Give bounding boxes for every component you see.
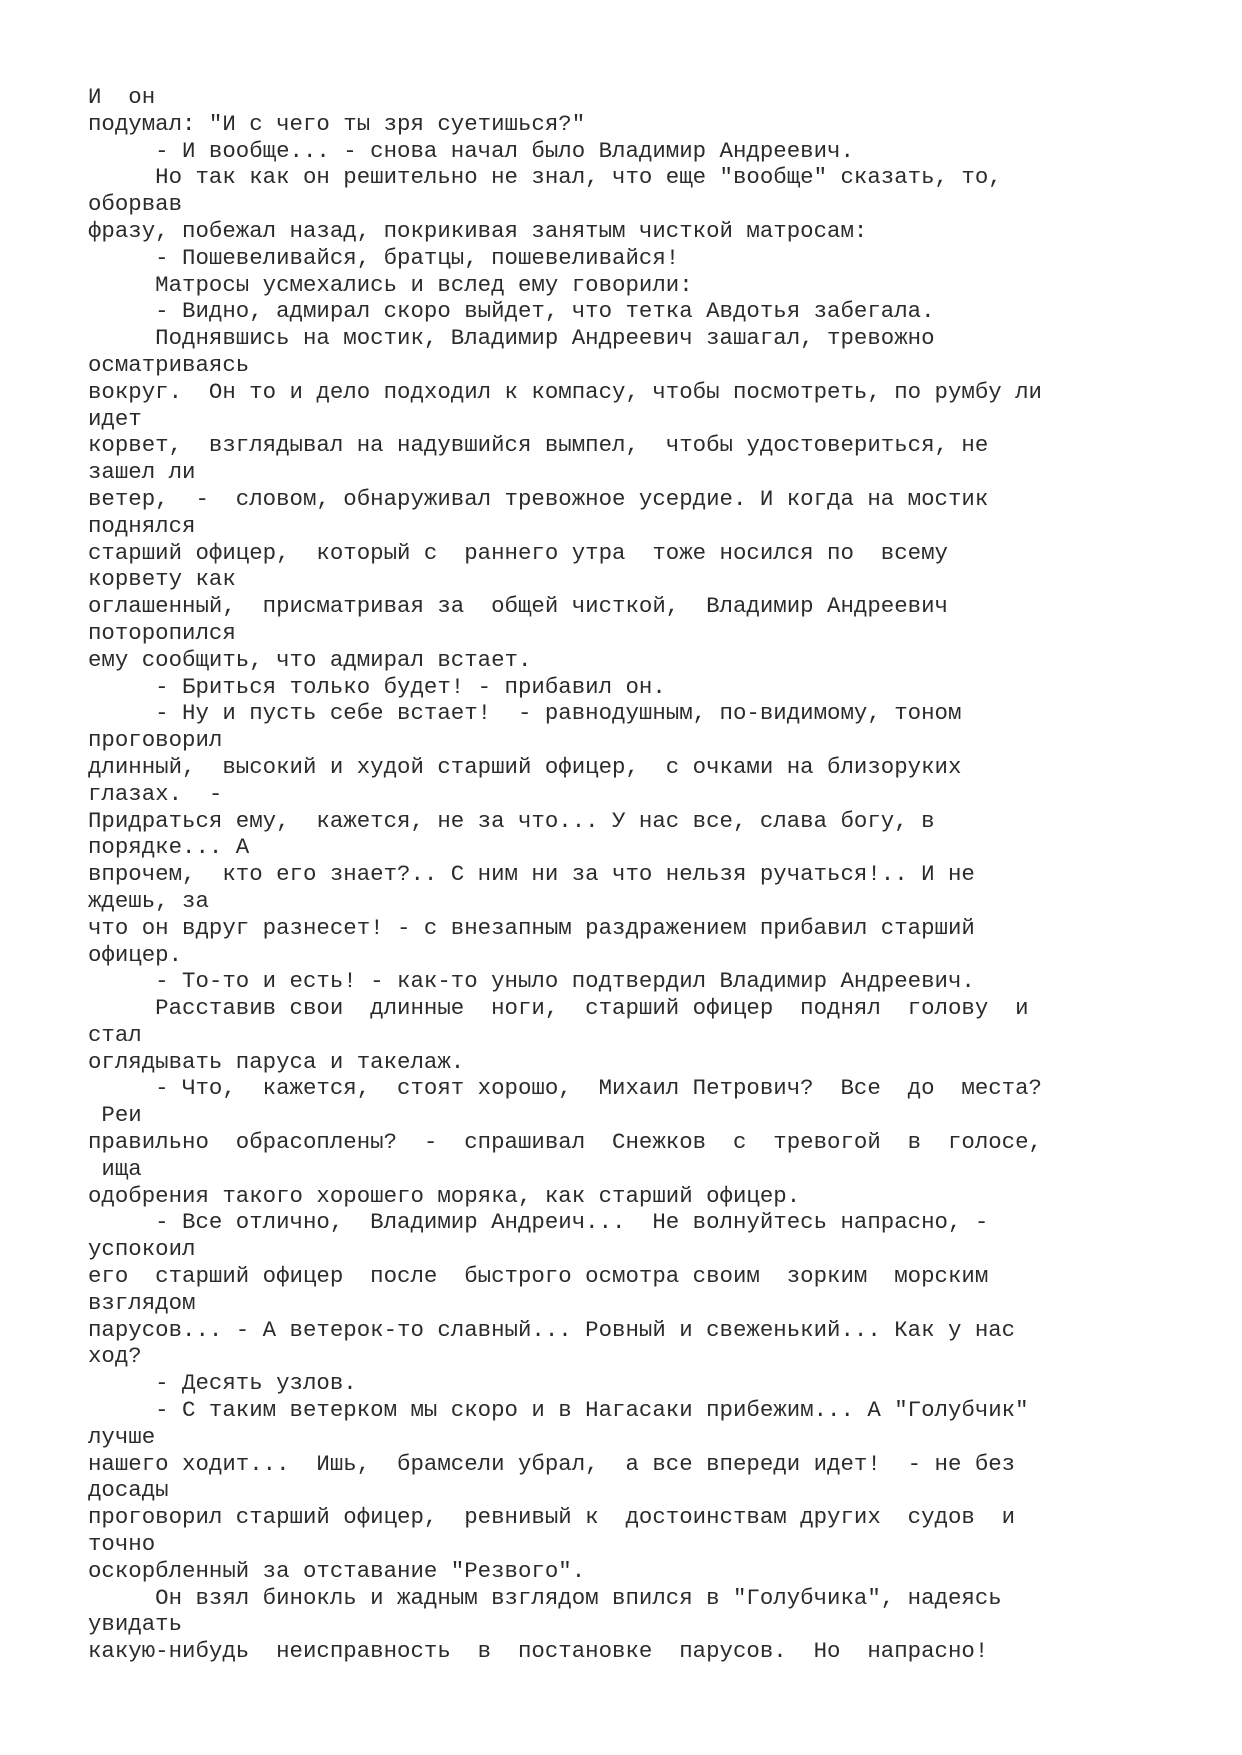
text-line: Реи xyxy=(88,1102,142,1129)
text-line: проговорил старший офицер, ревнивый к достоинствам других судов и xyxy=(88,1504,1016,1531)
text-line: длинный, высокий и худой старший офицер, с очками на близоруких xyxy=(88,753,962,780)
text-line: осматриваясь xyxy=(88,351,250,378)
text-line: ждешь, за xyxy=(88,887,209,914)
text-line: ему сообщить, что адмирал встает. xyxy=(88,646,532,673)
text-line: - Десять узлов. xyxy=(88,1370,357,1397)
text-line: какую-нибудь неисправность в постановке парусов. Но напрасно! xyxy=(88,1638,989,1665)
text-line: И он xyxy=(88,84,156,110)
text-line: - Все отлично, Владимир Андреич... Не волнуйтесь напрасно, - xyxy=(88,1209,989,1236)
text-line: - Что, кажется, стоят хорошо, Михаил Петрович? Все до места? xyxy=(88,1075,1042,1102)
text-line: старший офицер, который с раннего утра тоже носился по всему xyxy=(88,539,948,566)
text-line: стал xyxy=(88,1021,142,1048)
text-line: взглядом xyxy=(88,1289,196,1316)
text-line: нашего ходит... Ишь, брамсели убрал, а все впереди идет! - не без xyxy=(88,1450,1016,1477)
text-line: поднялся xyxy=(88,512,196,539)
text-line: - Видно, адмирал скоро выйдет, что тетка Авдотья забегала. xyxy=(88,298,935,325)
text-line: Расставив свои длинные ноги, старший офицер поднял голову и xyxy=(88,995,1029,1022)
text-line: - Пошевеливайся, братцы, пошевеливайся! xyxy=(88,244,680,271)
text-line: Придраться ему, кажется, не за что... У нас все, слава богу, в xyxy=(88,807,935,834)
text-line: лучше xyxy=(88,1423,156,1450)
text-line: ища xyxy=(88,1155,142,1182)
text-line: поторопился xyxy=(88,619,236,646)
text-line: - Бриться только будет! - прибавил он. xyxy=(88,673,666,700)
text-line: парусов... - А ветерок-то славный... Ровный и свеженький... Как у нас xyxy=(88,1316,1016,1343)
text-line: оглядывать паруса и такелаж. xyxy=(88,1048,465,1075)
text-line: Но так как он решительно не знал, что еще "вообще" сказать, то, xyxy=(88,164,1002,191)
text-line: проговорил xyxy=(88,727,223,754)
text-line: досады xyxy=(88,1477,169,1504)
document-text xyxy=(88,84,1228,1665)
text-line: Поднявшись на мостик, Владимир Андреевич зашагал, тревожно xyxy=(88,325,935,352)
text-line: что он вдруг разнесет! - с внезапным раздражением прибавил старший xyxy=(88,914,975,941)
text-line: идет xyxy=(88,405,142,432)
text-line: ветер, - словом, обнаруживал тревожное усердие. И когда на мостик xyxy=(88,485,989,512)
text-line: - С таким ветерком мы скоро и в Нагасаки прибежим... А "Голубчик" xyxy=(88,1397,1029,1424)
text-line: его старший офицер после быстрого осмотра своим зорким морским xyxy=(88,1263,989,1290)
text-line: Он взял бинокль и жадным взглядом впился в "Голубчика", надеясь xyxy=(88,1584,1002,1611)
text-line: зашел ли xyxy=(88,459,196,486)
text-line: порядке... А xyxy=(88,834,250,861)
text-line: правильно обрасоплены? - спрашивал Снежков с тревогой в голосе, xyxy=(88,1129,1042,1156)
text-line: ход? xyxy=(88,1343,142,1370)
text-line: подумал: "И с чего ты зря суетишься?" xyxy=(88,110,586,137)
text-line: - И вообще... - снова начал было Владимир Андреевич. xyxy=(88,137,854,164)
text-line: впрочем, кто его знает?.. С ним ни за что нельзя ручаться!.. И не xyxy=(88,861,975,888)
text-line: глазах. - xyxy=(88,780,223,807)
text-line: Матросы усмехались и вслед ему говорили: xyxy=(88,271,693,298)
text-line: вокруг. Он то и дело подходил к компасу, чтобы посмотреть, по румбу ли xyxy=(88,378,1042,405)
text-line: одобрения такого хорошего моряка, как старший офицер. xyxy=(88,1182,801,1209)
text-line: офицер. xyxy=(88,941,183,968)
text-line: оборвав xyxy=(88,191,183,218)
text-line: успокоил xyxy=(88,1236,196,1263)
text-line: точно xyxy=(88,1531,156,1558)
text-line: увидать xyxy=(88,1611,183,1638)
text-line: оглашенный, присматривая за общей чисткой, Владимир Андреевич xyxy=(88,593,948,620)
text-line: оскорбленный за отставание "Резвого". xyxy=(88,1557,586,1584)
text-line: - Ну и пусть себе встает! - равнодушным, по-видимому, тоном xyxy=(88,700,962,727)
text-line: корвет, взглядывал на надувшийся вымпел, чтобы удостовериться, не xyxy=(88,432,989,459)
text-line: - То-то и есть! - как-то уныло подтвердил Владимир Андреевич. xyxy=(88,968,975,995)
text-line: корвету как xyxy=(88,566,236,593)
text-line: фразу, побежал назад, покрикивая занятым чисткой матросам: xyxy=(88,217,868,244)
